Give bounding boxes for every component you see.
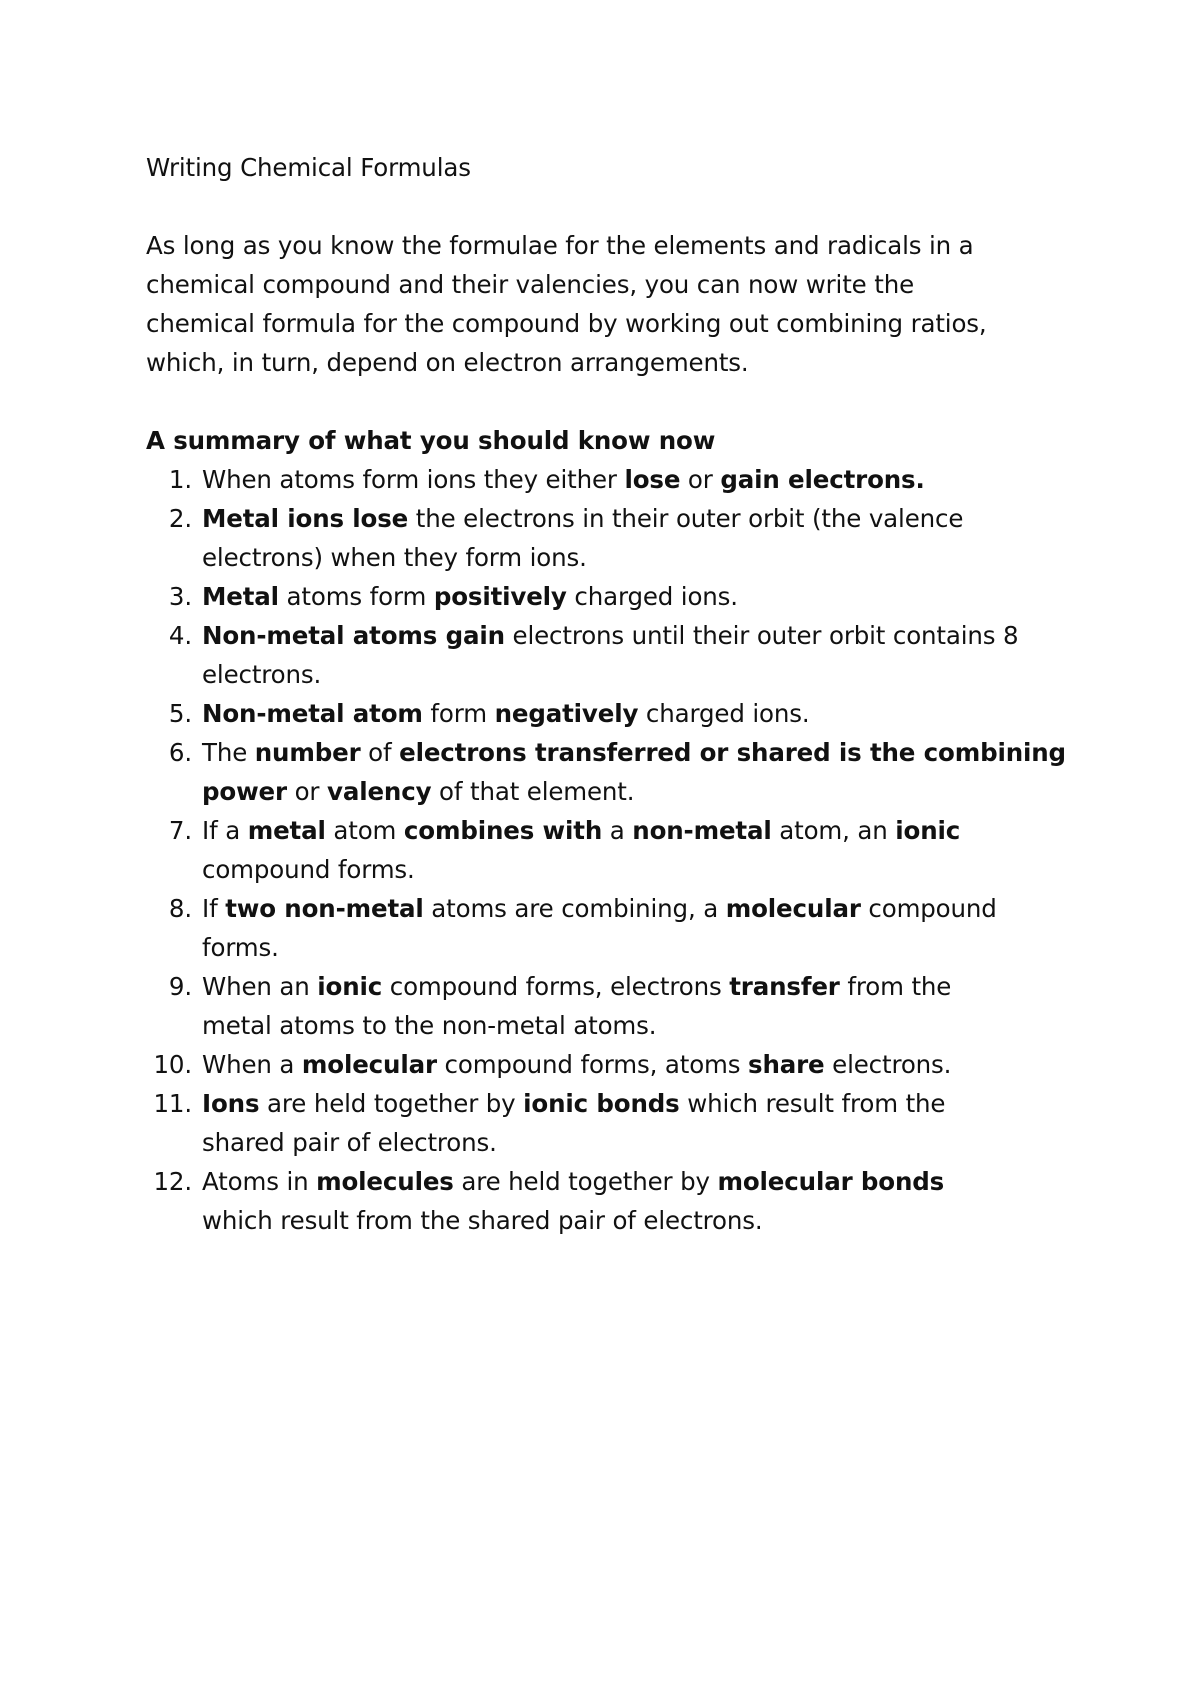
bold-text: share (748, 1050, 825, 1079)
text-run: charged ions. (566, 582, 738, 611)
list-item-number: 6. (168, 738, 192, 767)
list-item-line (202, 850, 1086, 889)
list-item-text (202, 1045, 1086, 1084)
list-item-number: 12. (153, 1167, 192, 1196)
text-run: electrons. (824, 1050, 952, 1079)
list-item-line (202, 1123, 1086, 1162)
list-item-text (202, 499, 1086, 577)
list-item-number: 10. (153, 1050, 192, 1079)
list-item-line (202, 967, 1086, 1006)
bold-text: electrons transferred or shared is the combining (399, 738, 1066, 767)
list-item-line (202, 694, 1086, 733)
text-run: form (422, 699, 495, 728)
bold-text: combines with (403, 816, 603, 845)
summary-list-item (146, 1162, 1086, 1240)
text-run: which result from the shared pair of electrons. (202, 1206, 763, 1235)
text-run: metal atoms to the non-metal atoms. (202, 1011, 657, 1040)
text-run: When atoms form ions they either (202, 465, 625, 494)
list-item-line (202, 460, 1086, 499)
text-run: atom, an (771, 816, 896, 845)
text-run: The (202, 738, 255, 767)
bold-text: power (202, 777, 287, 806)
list-item-line (202, 538, 1086, 577)
list-item-number: 8. (168, 894, 192, 923)
list-item-number: 3. (168, 582, 192, 611)
bold-text: Metal (202, 582, 279, 611)
text-run: of that element. (431, 777, 635, 806)
summary-list-item (146, 460, 1086, 499)
list-item-line (202, 499, 1086, 538)
bold-text: positively (433, 582, 567, 611)
list-item-number: 7. (168, 816, 192, 845)
list-item-line (202, 889, 1086, 928)
list-item-text (202, 811, 1086, 889)
text-run: of (360, 738, 400, 767)
list-item-line (202, 772, 1086, 811)
bold-text: metal (247, 816, 326, 845)
text-run: shared pair of electrons. (202, 1128, 497, 1157)
list-item-text (202, 616, 1086, 694)
bold-text: ionic (317, 972, 383, 1001)
text-run: or (286, 777, 327, 806)
list-item-number: 2. (168, 504, 192, 533)
text-run: from the (839, 972, 952, 1001)
document-title: Writing Chemical Formulas (146, 153, 471, 182)
list-item-text (202, 694, 1086, 733)
summary-list-item (146, 811, 1086, 889)
list-item-line (202, 811, 1086, 850)
text-run: When an (202, 972, 318, 1001)
summary-heading: A summary of what you should know now (146, 426, 716, 455)
text-run: atoms are combining, a (423, 894, 726, 923)
summary-list-item (146, 733, 1086, 811)
text-run: or (680, 465, 721, 494)
list-item-number: 11. (153, 1089, 192, 1118)
list-item-line (202, 733, 1086, 772)
bold-text: Ions (202, 1089, 260, 1118)
intro-line: As long as you know the formulae for the elements and radicals in a (146, 231, 974, 260)
bold-text: ionic (895, 816, 961, 845)
text-run: compound (860, 894, 997, 923)
list-item-line (202, 1201, 1086, 1240)
summary-list-item (146, 1084, 1086, 1162)
bold-text: non-metal (632, 816, 772, 845)
list-item-line (202, 1045, 1086, 1084)
bold-text: molecular (301, 1050, 437, 1079)
summary-list-item (146, 577, 1086, 616)
text-run: are held together by (453, 1167, 718, 1196)
text-run: electrons. (202, 660, 322, 689)
list-item-line (202, 655, 1086, 694)
bold-text: Metal ions lose (202, 504, 409, 533)
text-run: compound forms. (202, 855, 415, 884)
list-item-number: 1. (168, 465, 192, 494)
list-item-text (202, 1084, 1086, 1162)
bold-text: molecules (316, 1167, 454, 1196)
text-run: charged ions. (638, 699, 810, 728)
list-item-number: 4. (168, 621, 192, 650)
summary-list-item (146, 1045, 1086, 1084)
text-run: are held together by (259, 1089, 524, 1118)
list-item-line (202, 1162, 1086, 1201)
text-run: compound forms, electrons (382, 972, 730, 1001)
bold-text: gain electrons. (720, 465, 925, 494)
bold-text: valency (327, 777, 432, 806)
bold-text: negatively (494, 699, 639, 728)
bold-text: Non-metal atom (202, 699, 423, 728)
bold-text: lose (624, 465, 681, 494)
list-item-number: 5. (168, 699, 192, 728)
bold-text: Non-metal atoms gain (202, 621, 505, 650)
text-run: If (202, 894, 226, 923)
text-run: which result from the (679, 1089, 946, 1118)
list-item-text (202, 577, 1086, 616)
intro-paragraph (146, 226, 1086, 382)
list-item-number: 9. (168, 972, 192, 1001)
list-item-line (202, 577, 1086, 616)
list-item-text (202, 889, 1086, 967)
list-item-text (202, 967, 1086, 1045)
intro-line: chemical formula for the compound by working out combining ratios, (146, 309, 987, 338)
text-run: compound forms, atoms (436, 1050, 749, 1079)
text-run: electrons until their outer orbit contains 8 (504, 621, 1019, 650)
summary-list-item (146, 616, 1086, 694)
text-run: If a (202, 816, 248, 845)
intro-line: which, in turn, depend on electron arrangements. (146, 348, 749, 377)
list-item-line (202, 1006, 1086, 1045)
list-item-line (202, 616, 1086, 655)
list-item-text (202, 733, 1086, 811)
bold-text: ionic bonds (523, 1089, 680, 1118)
summary-list-item (146, 889, 1086, 967)
text-run: forms. (202, 933, 279, 962)
list-item-text (202, 1162, 1086, 1240)
list-item-line (202, 1084, 1086, 1123)
bold-text: two non-metal (225, 894, 424, 923)
list-item-line (202, 928, 1086, 967)
text-run: electrons) when they form ions. (202, 543, 587, 572)
text-run: atom (325, 816, 404, 845)
summary-list-item (146, 499, 1086, 577)
intro-line: chemical compound and their valencies, you can now write the (146, 270, 914, 299)
list-item-text (202, 460, 1086, 499)
bold-text: molecular bonds (717, 1167, 945, 1196)
text-run: atoms form (278, 582, 434, 611)
document-page (146, 148, 1086, 1240)
summary-list-item (146, 967, 1086, 1045)
text-run: Atoms in (202, 1167, 317, 1196)
bold-text: number (254, 738, 361, 767)
text-run: the electrons in their outer orbit (the valence (408, 504, 964, 533)
bold-text: transfer (729, 972, 840, 1001)
text-run: When a (202, 1050, 302, 1079)
text-run: a (602, 816, 633, 845)
summary-list-item (146, 694, 1086, 733)
summary-list (146, 460, 1086, 1240)
bold-text: molecular (725, 894, 861, 923)
